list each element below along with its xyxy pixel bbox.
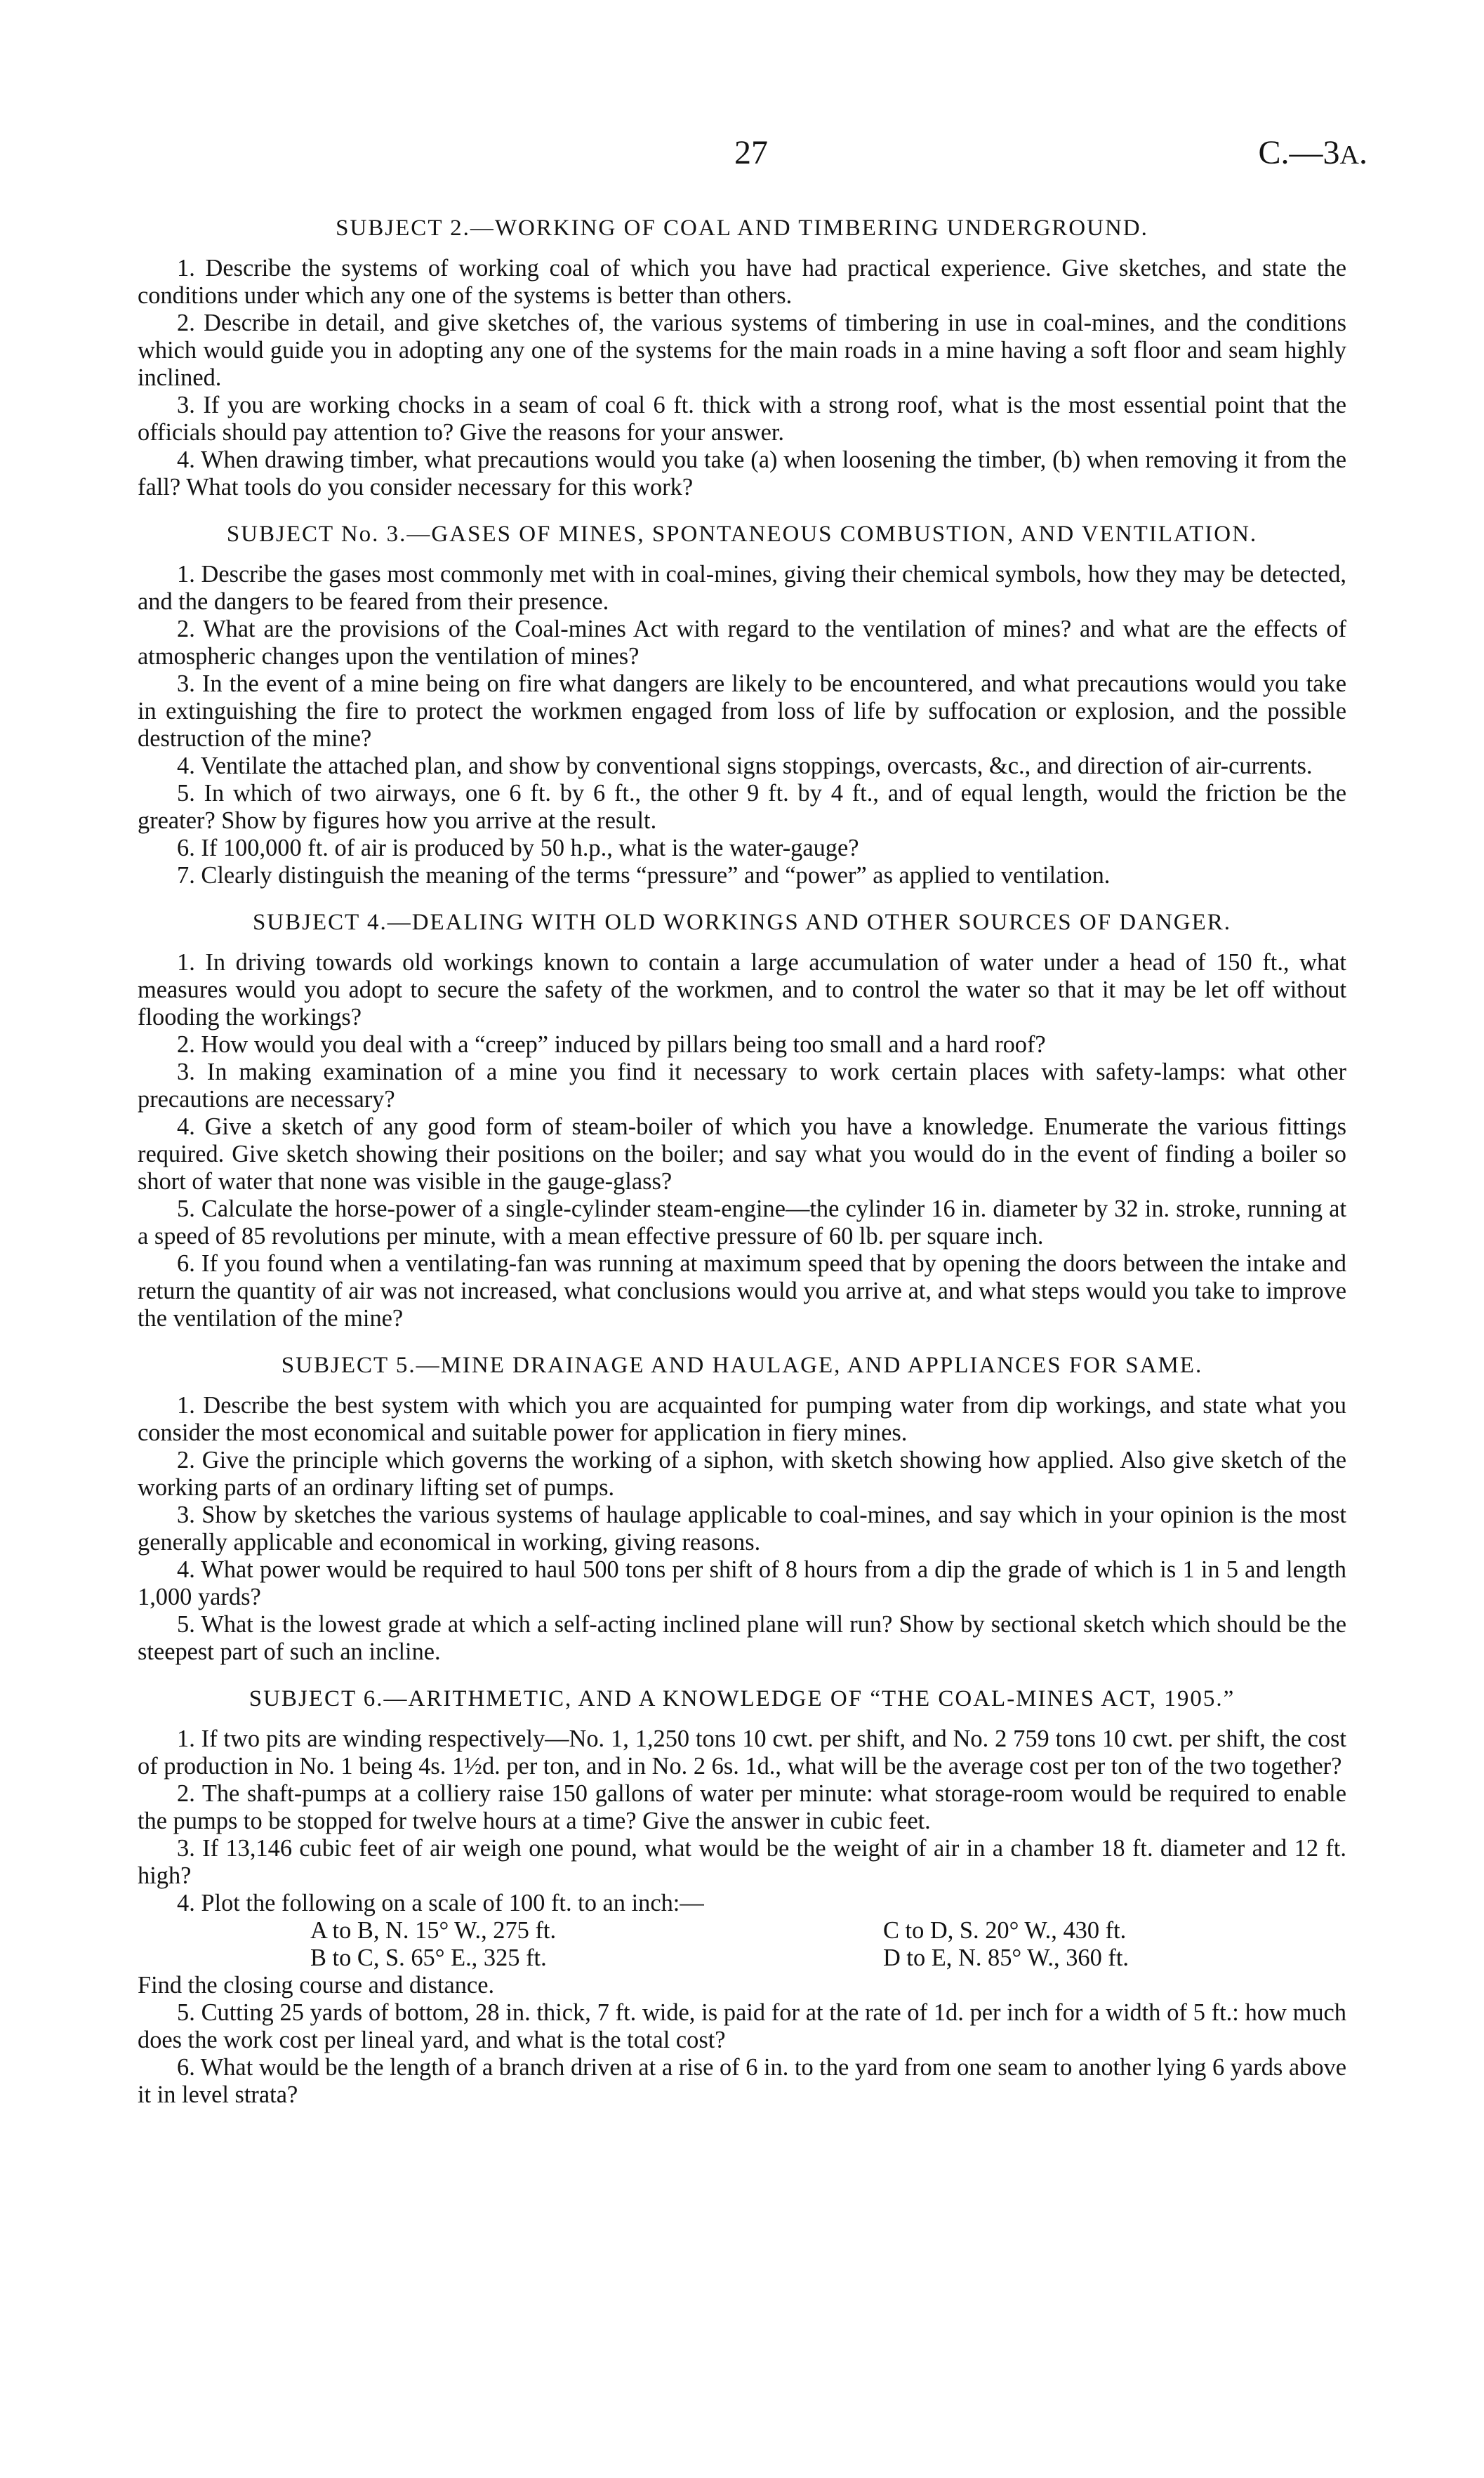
question: 3. In making examination of a mine you find it necessary to work certain places with safety-lamps: what other precautions are necessary?: [138, 1059, 1346, 1113]
question: 1. If two pits are winding respectively—No. 1, 1,250 tons 10 cwt. per shift, and No. 2 759 tons 10 cwt. per shift, the cost of production in No. 1 being 4s. 1½d. per ton, and in No. 2 6s. 1d., what will be the average cost per ton of the two together?: [138, 1725, 1346, 1780]
question: 4. When drawing timber, what precautions would you take (a) when loosening the timber, (b) when removing it from the fall? What tools do you consider necessary for this work?: [138, 446, 1346, 501]
page-header: [0, 133, 1484, 183]
question: 5. Cutting 25 yards of bottom, 28 in. thick, 7 ft. wide, is paid for at the rate of 1d. per inch for a width of 5 ft.: how much does the work cost per lineal yard, and what is the total cost?: [138, 1999, 1346, 2053]
question: 2. What are the provisions of the Coal-mines Act with regard to the ventilation of mines? and what are the effects of atmospheric changes upon the ventilation of mines?: [138, 616, 1346, 670]
section-heading: SUBJECT 2.—WORKING OF COAL AND TIMBERING UNDERGROUND.: [336, 216, 1148, 241]
question: 5. In which of two airways, one 6 ft. by 6 ft., the other 9 ft. by 4 ft., and of equal length, would the friction be the greater? Show by figures how you arrive at the result.: [138, 780, 1346, 834]
question: 4. What power would be required to haul 500 tons per shift of 8 hours from a dip the grade of which is 1 in 5 and length 1,000 yards?: [138, 1556, 1346, 1610]
question: 6. What would be the length of a branch driven at a rise of 6 in. to the yard from one seam to another lying 6 yards above it in level strata?: [138, 2054, 1346, 2108]
doc-code-main: C.—3: [1258, 134, 1340, 171]
question: 3. If you are working chocks in a seam of coal 6 ft. thick with a strong roof, what is the most essential point that the officials should pay attention to? Give the reasons for your answer.: [138, 392, 1346, 446]
section-subject-3: [138, 521, 1346, 889]
question: 5. Calculate the horse-power of a single-cylinder steam-engine—the cylinder 16 in. diameter by 32 in. stroke, running at a speed of 85 revolutions per minute, with a mean effective pressure of 60 lb. per square inch.: [138, 1195, 1346, 1250]
question: 1. Describe the best system with which you are acquainted for pumping water from dip workings, and state what you consider the most economical and suitable power for application in fiery mines.: [138, 1392, 1346, 1446]
question: 6. If 100,000 ft. of air is produced by 50 h.p., what is the water-gauge?: [177, 835, 859, 861]
section-subject-5: [138, 1352, 1346, 1666]
section-subject-6: [138, 1685, 1346, 2109]
question: 1. Describe the gases most commonly met with in coal-mines, giving their chemical symbols, how they may be detected, and the dangers to be feared from their presence.: [138, 561, 1346, 615]
question: 2. The shaft-pumps at a colliery raise 150 gallons of water per minute: what storage-room would be required to enable the pumps to be stopped for twelve hours at a time? Give the answer in cubic feet.: [138, 1780, 1346, 1834]
course-row: [138, 1944, 1346, 1972]
course-entry: C to D, S. 20° W., 430 ft.: [883, 1917, 1127, 1944]
question: 1. Describe the systems of working coal of which you have had practical experience. Give sketches, and state the conditions under which any one of the systems is better than others.: [138, 255, 1346, 309]
document-code: [1259, 133, 1367, 172]
section-heading: SUBJECT No. 3.—GASES OF MINES, SPONTANEOUS COMBUSTION, AND VENTILATION.: [226, 522, 1258, 547]
section-heading: SUBJECT 4.—DEALING WITH OLD WORKINGS AND OTHER SOURCES OF DANGER.: [252, 910, 1232, 935]
question: 2. Give the principle which governs the working of a siphon, with sketch showing how applied. Also give sketch of the working parts of an ordinary lifting set of pumps.: [138, 1447, 1346, 1501]
course-entry: A to B, N. 15° W., 275 ft.: [310, 1917, 557, 1944]
exam-content: [138, 215, 1346, 2109]
doc-code-end: .: [1359, 134, 1367, 171]
section-heading: SUBJECT 5.—MINE DRAINAGE AND HAULAGE, AND APPLIANCES FOR SAME.: [281, 1353, 1203, 1378]
section-subject-2: [138, 215, 1346, 501]
course-entry: B to C, S. 65° E., 325 ft.: [310, 1944, 547, 1971]
question: 6. If you found when a ventilating-fan was running at maximum speed that by opening the doors between the intake and return the quantity of air was not increased, what conclusions would you arrive at, and what steps would you take to improve the ventilation of the mine?: [138, 1250, 1346, 1332]
courses-note: Find the closing course and distance.: [138, 1972, 495, 1999]
section-subject-4: [138, 909, 1346, 1332]
question: 7. Clearly distinguish the meaning of the terms “pressure” and “power” as applied to ventilation.: [177, 862, 1111, 889]
question: 5. What is the lowest grade at which a self-acting inclined plane will run? Show by sectional sketch which should be the steepest part of such an incline.: [138, 1611, 1346, 1665]
question: 4. Give a sketch of any good form of steam-boiler of which you have a knowledge. Enumerate the various fittings required. Give sketch showing their positions on the boiler; and say what you would do in the event of finding a boiler so short of water that none was visible in the gauge-glass?: [138, 1113, 1346, 1195]
question: 4. Ventilate the attached plan, and show by conventional signs stoppings, overcasts, &c., and direction of air-currents.: [177, 753, 1313, 779]
question: 3. Show by sketches the various systems of haulage applicable to coal-mines, and say which in your opinion is the most generally applicable and economical in working, giving reasons.: [138, 1502, 1346, 1556]
course-row: [138, 1917, 1346, 1944]
question: 3. If 13,146 cubic feet of air weigh one pound, what would be the weight of air in a chamber 18 ft. diameter and 12 ft. high?: [138, 1835, 1346, 1889]
question: 2. Describe in detail, and give sketches of, the various systems of timbering in use in coal-mines, and the conditions which would guide you in adopting any one of the systems for the main roads in a mine having a soft floor and seam highly inclined.: [138, 310, 1346, 391]
section-heading: SUBJECT 6.—ARITHMETIC, AND A KNOWLEDGE OF “THE COAL-MINES ACT, 1905.”: [249, 1686, 1235, 1711]
question: 2. How would you deal with a “creep” induced by pillars being too small and a hard roof?: [177, 1031, 1046, 1058]
course-entry: D to E, N. 85° W., 360 ft.: [883, 1944, 1129, 1971]
doc-code-suffix: A: [1339, 140, 1359, 170]
question: 3. In the event of a mine being on fire what dangers are likely to be encountered, and what precautions would you take in extinguishing the fire to protect the workmen engaged from loss of life by suffocation or explosion, and the possible destruction of the mine?: [138, 670, 1346, 752]
question: 4. Plot the following on a scale of 100 ft. to an inch:—: [177, 1890, 704, 1916]
page-number: 27: [734, 134, 768, 171]
question: 1. In driving towards old workings known to contain a large accumulation of water under a head of 150 ft., what measures would you adopt to secure the safety of the workmen, and to control the water so that it may be let off without flooding the workings?: [138, 949, 1346, 1031]
